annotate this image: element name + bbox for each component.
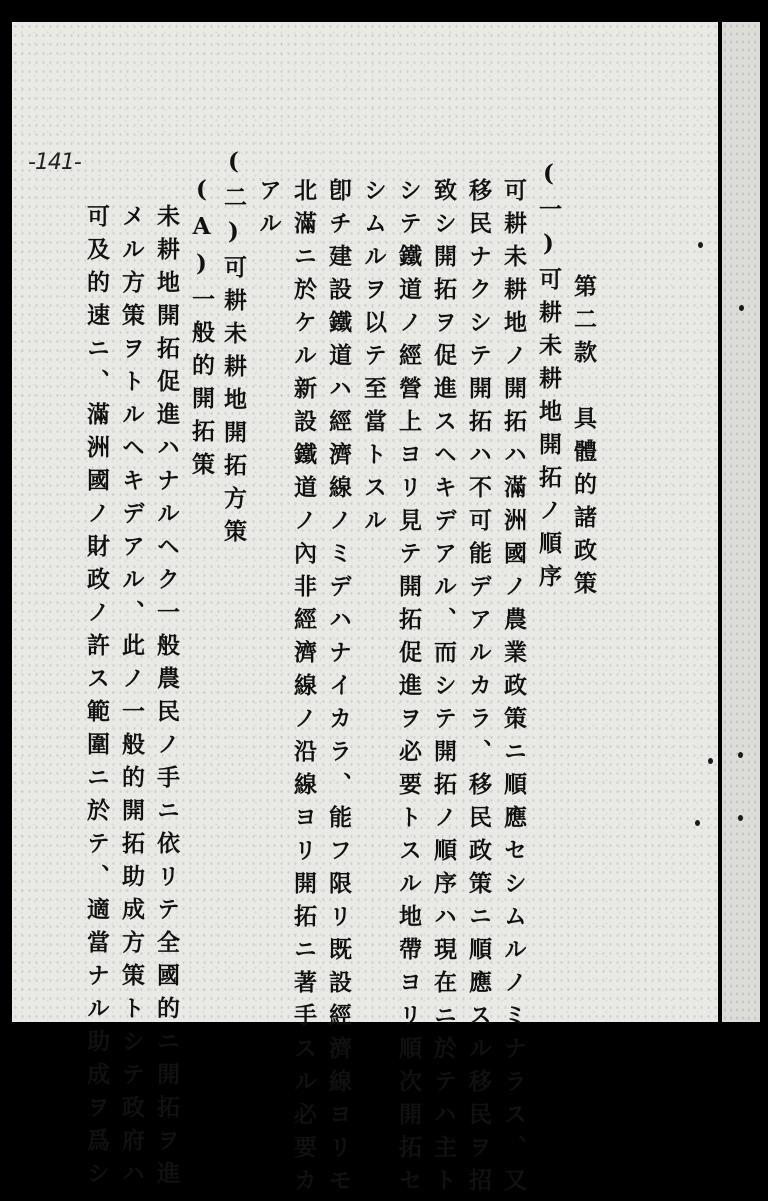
body-column: 卽チ建設鐵道ハ經濟線ノミデハナイカラ、能フ限リ既設經濟線ヨリモ: [325, 178, 352, 1201]
body-column: シムルヲ以テ至當トスル: [360, 178, 387, 541]
body-column: メル方策ヲトルヘキデアル、此ノ一般的開拓助成方策トシテ政府ハ: [118, 204, 145, 1194]
speck: [738, 752, 743, 758]
subsection-heading-1: (一)可耕未耕地開拓ノ順序: [535, 160, 562, 597]
body-column: 致シ開拓ヲ促進スヘキデアル、而シテ開拓ノ順序ハ現在ニ於テハ主ト: [430, 178, 457, 1201]
speck: [708, 758, 713, 764]
speck: [738, 815, 743, 821]
body-column: 可耕未耕地ノ開拓ハ滿洲國ノ農業政策ニ順應セシムルノミナラス、又: [500, 178, 527, 1201]
body-column: アル: [255, 178, 282, 244]
handwritten-page-number: -141-: [28, 150, 81, 175]
subheading-a: (A)一般的開拓策: [188, 176, 215, 485]
section-heading: 第二款 具體的諸政策: [570, 274, 597, 604]
body-column: シテ鐵道ノ經營上ヨリ見テ開拓促進ヲ必要トスル地帶ヨリ順次開拓セ: [395, 178, 422, 1201]
body-column: 可及的速ニ、滿洲國ノ財政ノ許ス範圍ニ於テ、適當ナル助成ヲ爲シ: [83, 204, 110, 1194]
body-column: 移民ナクシテ開拓ハ不可能デアルカラ、移民政策ニ順應スル移民ヲ招: [465, 178, 492, 1201]
adjacent-page-edge: [722, 22, 760, 1022]
subsection-heading-2: (二)可耕未耕地開拓方策: [220, 148, 247, 552]
body-column: 未耕地開拓促進ハナルヘク一般農民ノ手ニ依リテ全國的ニ開拓ヲ進: [153, 204, 180, 1194]
body-column: 北滿ニ於ケル新設鐵道ノ內非經濟線ノ沿線ヨリ開拓ニ著手スル必要カ: [290, 178, 317, 1201]
speck: [739, 305, 744, 311]
speck: [698, 242, 703, 248]
speck: [695, 820, 700, 826]
